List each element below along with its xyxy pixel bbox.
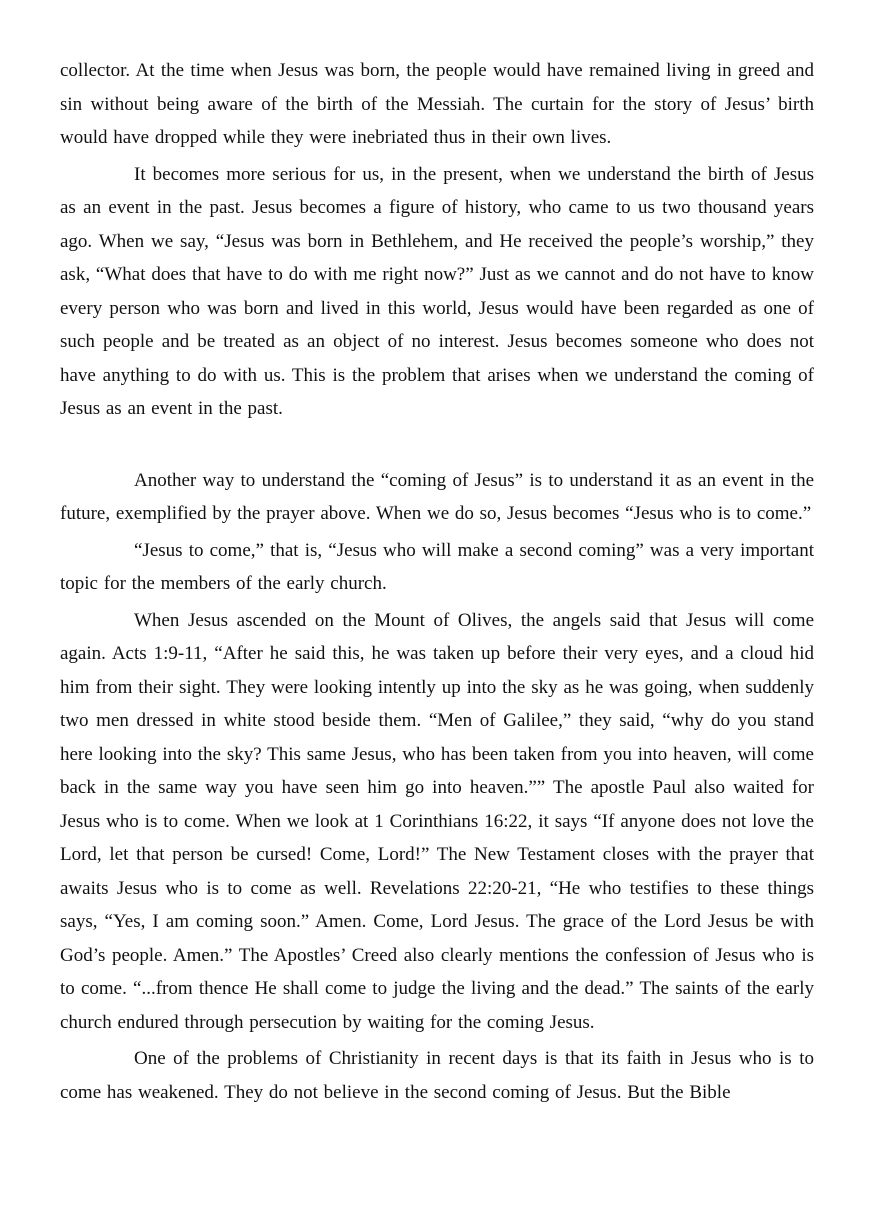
- paragraph-birth-as-past-event: It becomes more serious for us, in the present, when we understand the birth of Jesus as an event in the past. Jesus becomes a figure of history, who came to us two thousand years ago. When we say, “Jesus was born in Bethlehem, and He received the people’s worship,” they ask, “What does that have to do with me right now?” Just as we cannot and do not have to know every person who was born and lived in this world, Jesus would have been regarded as one of such people and be treated as an object of no interest. Jesus becomes someone who does not have anything to do with us. This is the problem that arises when we understand the coming of Jesus as an event in the past.: [60, 163, 814, 419]
- document-page: [60, 54, 814, 1112]
- paragraph-continuation: collector. At the time when Jesus was born, the people would have remained living in greed and sin without being aware of the birth of the Messiah. The curtain for the story of Jesus’ birth would have dropped while they were inebriated thus in their own lives.: [60, 60, 814, 148]
- paragraph-future-event: Another way to understand the “coming of Jesus” is to understand it as an event in the future, exemplified by the prayer above. When we do so, Jesus becomes “Jesus who is to come.”: [60, 469, 814, 524]
- paragraph-mount-of-olives: When Jesus ascended on the Mount of Olives, the angels said that Jesus will come again. Acts 1:9-11, “After he said this, he was taken up before their very eyes, and a cloud hid him from their sight. They were looking intently up into the sky as he was going, when suddenly two men dressed in white stood beside them. “Men of Galilee,” they said, “why do you stand here looking into the sky? This same Jesus, who has been taken from you into heaven, will come back in the same way you have seen him go into heaven.”” The apostle Paul also waited for Jesus who is to come. When we look at 1 Corinthians 16:22, it says “If anyone does not love the Lord, let that person be cursed! Come, Lord!” The New Testament closes with the prayer that awaits Jesus who is to come as well. Revelations 22:20-21, “He who testifies to these things says, “Yes, I am coming soon.” Amen. Come, Lord Jesus. The grace of the Lord Jesus be with God’s people. Amen.” The Apostles’ Creed also clearly mentions the confession of Jesus who is to come. “...from thence He shall come to judge the living and the dead.” The saints of the early church endured through persecution by waiting for the coming Jesus.: [60, 609, 814, 1033]
- paragraph-problems-of-christianity: One of the problems of Christianity in recent days is that its faith in Jesus who is to come has weakened. They do not believe in the second coming of Jesus. But the Bible: [60, 1048, 814, 1103]
- paragraph-jesus-to-come: “Jesus to come,” that is, “Jesus who will make a second coming” was a very important topic for the members of the early church.: [60, 539, 814, 594]
